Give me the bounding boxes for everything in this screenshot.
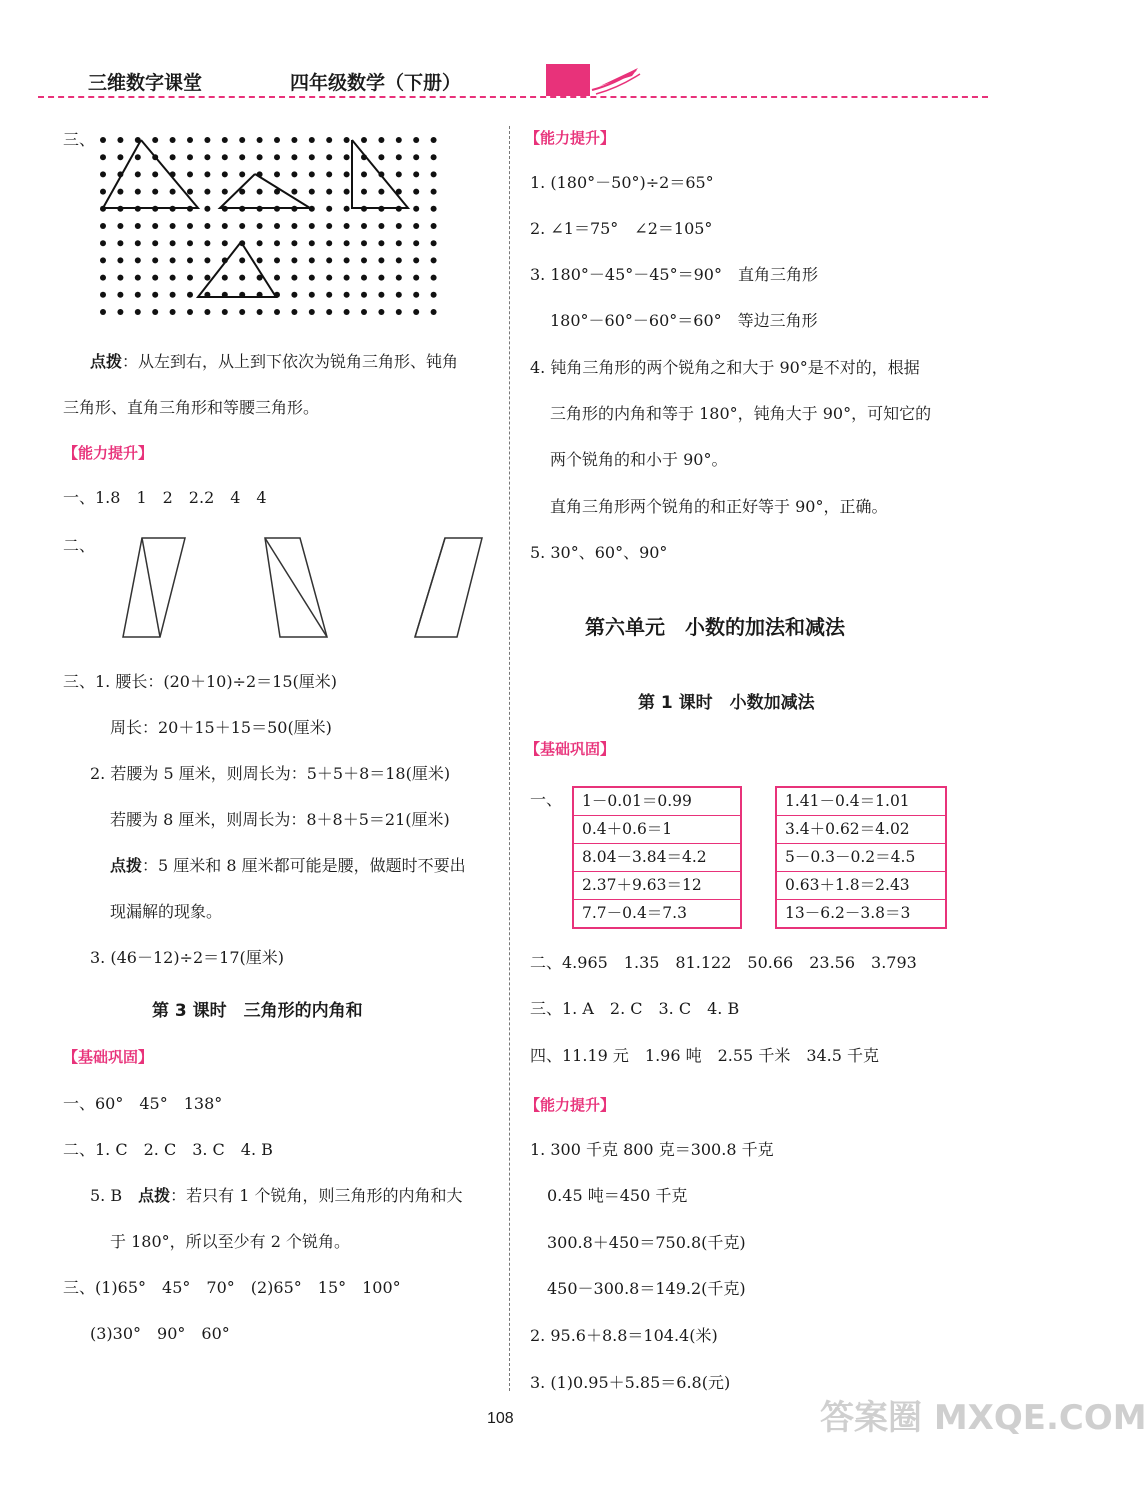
grid-dot: [100, 240, 106, 246]
answer-line: 450－300.8＝149.2(千克): [547, 1279, 746, 1298]
grid-dot: [361, 240, 367, 246]
answer-line: 若腰为 8 厘米，则周长为：8＋8＋5＝21(厘米): [110, 810, 450, 829]
answer-line: 三角形的内角和等于 180°，钝角大于 90°，可知它的: [550, 404, 932, 423]
grid-dot: [413, 137, 419, 143]
grid-dot: [291, 137, 297, 143]
grid-dot: [257, 223, 263, 229]
grid-dot: [222, 137, 228, 143]
grid-dot: [291, 292, 297, 298]
grid-dot: [309, 189, 315, 195]
grid-dot: [291, 257, 297, 263]
grid-dot: [274, 309, 280, 315]
grid-dot: [361, 275, 367, 281]
tip-cont: 现漏解的现象。: [110, 902, 223, 921]
grid-dot: [344, 137, 350, 143]
table-cell: 5－0.3－0.2＝4.5: [777, 843, 945, 871]
grid-dot: [396, 171, 402, 177]
grid-dot: [135, 309, 141, 315]
grid-dot: [100, 171, 106, 177]
grid-dot: [222, 171, 228, 177]
grid-dot: [170, 275, 176, 281]
grid-dot: [413, 309, 419, 315]
grid-dot: [291, 189, 297, 195]
table-cell: 1.41－0.4＝1.01: [785, 792, 910, 810]
grid-dot: [170, 309, 176, 315]
grid-dot: [222, 309, 228, 315]
answer-line: 3. (46－12)÷2＝17(厘米): [90, 948, 284, 967]
tip-cont: 于 180°，所以至少有 2 个锐角。: [110, 1232, 350, 1251]
grid-dot: [239, 275, 245, 281]
grid-dot: [239, 137, 245, 143]
answer-line: 1. 300 千克 800 克＝300.8 千克: [530, 1140, 774, 1159]
answer-line: 180°－60°－60°＝60° 等边三角形: [550, 311, 818, 330]
grid-dot: [326, 223, 332, 229]
tip-label: 点拨: [110, 856, 143, 875]
grid-dot: [291, 223, 297, 229]
grid-dot: [135, 154, 141, 160]
grid-dot: [204, 171, 210, 177]
grid-dot: [431, 240, 437, 246]
answer-line: 三、1. A 2. C 3. C 4. B: [530, 999, 740, 1018]
section-label: 一、: [530, 790, 563, 809]
answer-line: 直角三角形两个锐角的和正好等于 90°，正确。: [550, 497, 888, 516]
grid-dot: [396, 309, 402, 315]
table-cell: 8.04－3.84＝4.2: [574, 843, 740, 871]
grid-dot: [239, 257, 245, 263]
grid-dot: [257, 257, 263, 263]
equation-table-left: [572, 786, 742, 929]
grid-dot: [378, 189, 384, 195]
grid-dot: [187, 223, 193, 229]
grid-dot: [326, 137, 332, 143]
grid-dot: [135, 189, 141, 195]
grid-dot: [152, 257, 158, 263]
grid-dot: [257, 309, 263, 315]
grid-dot: [100, 292, 106, 298]
grid-dot: [344, 206, 350, 212]
grid-dot: [257, 189, 263, 195]
grid-dot: [431, 189, 437, 195]
grid-dot: [100, 189, 106, 195]
tip-text: ：从左到右，从上到下依次为锐角三角形、钝角: [122, 352, 459, 371]
grid-dot: [187, 309, 193, 315]
answer-line: 三、1. 腰长：(20＋10)÷2＝15(厘米): [63, 672, 337, 691]
grid-dot: [170, 154, 176, 160]
table-cell: 1－0.01＝0.99: [582, 792, 692, 810]
grid-dot: [309, 292, 315, 298]
grid-dot: [378, 240, 384, 246]
grid-dot: [378, 292, 384, 298]
grid-dot: [413, 240, 419, 246]
answer-line: 1. (180°－50°)÷2＝65°: [530, 173, 714, 192]
grid-dot: [413, 257, 419, 263]
grid-dot: [344, 154, 350, 160]
grid-dot: [117, 257, 123, 263]
grid-dot: [170, 292, 176, 298]
grid-dot: [326, 171, 332, 177]
grid-dot: [326, 154, 332, 160]
answer-line: 2. 95.6＋8.8＝104.4(米): [530, 1326, 718, 1345]
grid-dot: [239, 171, 245, 177]
grid-dot: [274, 171, 280, 177]
tag-ability: 【能力提升】: [525, 129, 616, 147]
grid-dot: [396, 257, 402, 263]
grid-dot: [361, 257, 367, 263]
grid-dot: [100, 275, 106, 281]
grid-dot: [135, 275, 141, 281]
grid-dot: [117, 309, 123, 315]
section-label: 三、: [63, 130, 96, 149]
grid-dot: [326, 240, 332, 246]
grid-dot: [344, 171, 350, 177]
grid-dot: [378, 275, 384, 281]
grid-dot: [222, 223, 228, 229]
table-cell: 0.63＋1.8＝2.43: [777, 871, 945, 899]
grid-dot: [309, 257, 315, 263]
answer-line: 二、4.965 1.35 81.122 50.66 23.56 3.793: [530, 953, 917, 972]
answer-line: 5. 30°、60°、90°: [530, 543, 668, 562]
grid-dot: [117, 292, 123, 298]
grid-dot: [274, 137, 280, 143]
grid-dot: [274, 223, 280, 229]
grid-dot: [291, 154, 297, 160]
grid-dot: [431, 223, 437, 229]
grid-dot: [222, 189, 228, 195]
answer-line: 4. 钝角三角形的两个锐角之和大于 90°是不对的，根据: [530, 358, 920, 377]
answer-line: 2. ∠1＝75° ∠2＝105°: [530, 219, 713, 238]
equation-table-right: [775, 786, 947, 929]
grid-dot: [187, 189, 193, 195]
tip-line: [110, 856, 466, 876]
tag-basic: 【基础巩固】: [525, 740, 616, 758]
grid-dot: [378, 137, 384, 143]
header-book-title: 三维数字课堂: [88, 72, 203, 94]
parallelogram-figures: [120, 535, 490, 640]
grid-dot: [117, 240, 123, 246]
grid-dot: [309, 154, 315, 160]
grid-dot: [431, 137, 437, 143]
grid-dot: [344, 240, 350, 246]
grid-dot: [204, 206, 210, 212]
answer-line: 0.45 吨＝450 千克: [547, 1186, 688, 1205]
grid-dot: [361, 292, 367, 298]
grid-dot: [152, 223, 158, 229]
answer-line: 三、(1)65° 45° 70° (2)65° 15° 100°: [63, 1278, 401, 1297]
grid-dot: [291, 309, 297, 315]
grid-dot: [222, 275, 228, 281]
grid-dot: [326, 257, 332, 263]
grid-dot: [204, 189, 210, 195]
grid-dot: [413, 206, 419, 212]
answer-line: 二、1. C 2. C 3. C 4. B: [63, 1140, 273, 1159]
grid-dot: [187, 171, 193, 177]
grid-dot: [152, 137, 158, 143]
answer-line: 3. (1)0.95＋5.85＝6.8(元): [530, 1373, 731, 1392]
grid-dot: [326, 206, 332, 212]
unit-title: 第六单元 小数的加法和减法: [585, 615, 845, 639]
tip-text: ：若只有 1 个锐角，则三角形的内角和大: [170, 1186, 463, 1205]
section-label: 二、: [63, 536, 96, 555]
grid-dot: [239, 309, 245, 315]
grid-dot: [344, 292, 350, 298]
grid-dot: [274, 154, 280, 160]
grid-dot: [152, 171, 158, 177]
grid-dot: [291, 240, 297, 246]
grid-dot: [309, 240, 315, 246]
grid-dot: [187, 240, 193, 246]
grid-dot: [413, 292, 419, 298]
grid-dot: [361, 189, 367, 195]
grid-dot: [291, 171, 297, 177]
grid-dot: [361, 309, 367, 315]
tip-label: 点拨: [90, 352, 123, 371]
answer-text: 5. B: [90, 1186, 123, 1205]
grid-dot: [274, 275, 280, 281]
grid-dot: [239, 154, 245, 160]
grid-dot: [326, 292, 332, 298]
tip-label: 点拨: [138, 1186, 171, 1205]
grid-dot: [117, 137, 123, 143]
grid-dot: [361, 223, 367, 229]
grid-dot: [326, 275, 332, 281]
grid-dot: [100, 137, 106, 143]
grid-dot: [100, 223, 106, 229]
grid-dot: [431, 257, 437, 263]
grid-dot: [204, 223, 210, 229]
grid-dot: [204, 257, 210, 263]
grid-dot: [135, 171, 141, 177]
answer-line: 2. 若腰为 5 厘米，则周长为：5＋5＋8＝18(厘米): [90, 764, 451, 783]
grid-dot: [117, 275, 123, 281]
tip-text: ：5 厘米和 8 厘米都可能是腰，做题时不要出: [142, 856, 466, 875]
rocket-icon: [540, 60, 650, 100]
grid-dot: [152, 275, 158, 281]
grid-dot: [117, 223, 123, 229]
grid-dot: [396, 223, 402, 229]
grid-dot: [361, 171, 367, 177]
grid-dot: [396, 240, 402, 246]
grid-dot: [187, 154, 193, 160]
grid-dot: [135, 292, 141, 298]
grid-dot: [187, 257, 193, 263]
grid-dot: [431, 309, 437, 315]
grid-dot: [431, 206, 437, 212]
answer-line: 四、11.19 元 1.96 吨 2.55 千米 34.5 千克: [530, 1046, 880, 1065]
grid-dot: [152, 189, 158, 195]
table-cell: 7.7－0.4＝7.3: [574, 899, 740, 927]
grid-dot: [378, 309, 384, 315]
grid-dot: [431, 275, 437, 281]
grid-dot: [204, 309, 210, 315]
table-cell: 3.4＋0.62＝4.02: [777, 815, 945, 843]
grid-dot: [135, 240, 141, 246]
dot-grid-figure: [100, 137, 440, 322]
grid-dot: [117, 189, 123, 195]
grid-dot: [344, 309, 350, 315]
grid-dot: [378, 257, 384, 263]
grid-dot: [135, 223, 141, 229]
grid-dot: [187, 137, 193, 143]
grid-dot: [100, 154, 106, 160]
grid-dot: [344, 189, 350, 195]
answer-line: 一、1.8 1 2 2.2 4 4: [63, 488, 267, 507]
answer-line: 300.8＋450＝750.8(千克): [547, 1233, 746, 1252]
grid-dot: [431, 292, 437, 298]
header-subject: 四年级数学（下册）: [290, 72, 462, 94]
grid-dot: [309, 223, 315, 229]
watermark-logo: 答案圈 MXQE.COM: [820, 1398, 1147, 1438]
grid-dot: [170, 257, 176, 263]
grid-dot: [309, 275, 315, 281]
grid-dot: [135, 257, 141, 263]
grid-dot: [117, 154, 123, 160]
grid-dot: [431, 171, 437, 177]
grid-dot: [413, 154, 419, 160]
grid-dot: [152, 292, 158, 298]
grid-dot: [239, 223, 245, 229]
grid-dot: [274, 257, 280, 263]
grid-dot: [309, 137, 315, 143]
grid-dot: [222, 154, 228, 160]
grid-dot: [257, 137, 263, 143]
grid-dot: [396, 275, 402, 281]
grid-dot: [152, 240, 158, 246]
tip-cont: 三角形、直角三角形和等腰三角形。: [63, 398, 320, 417]
grid-dot: [170, 189, 176, 195]
grid-dot: [100, 257, 106, 263]
grid-dot: [361, 137, 367, 143]
grid-dot: [257, 240, 263, 246]
grid-dot: [204, 154, 210, 160]
grid-dot: [396, 154, 402, 160]
lesson-title: 第 1 课时 小数加减法: [638, 693, 815, 713]
answer-line: 周长：20＋15＋15＝50(厘米): [110, 718, 332, 737]
grid-dot: [274, 240, 280, 246]
grid-dot: [344, 275, 350, 281]
answer-line: (3)30° 90° 60°: [90, 1324, 230, 1343]
grid-dot: [222, 240, 228, 246]
grid-dot: [431, 154, 437, 160]
grid-dot: [170, 240, 176, 246]
grid-dot: [396, 292, 402, 298]
tip-line: [90, 352, 458, 372]
grid-dot: [187, 292, 193, 298]
grid-dot: [378, 223, 384, 229]
grid-dot: [396, 137, 402, 143]
grid-dot: [326, 189, 332, 195]
tag-basic: 【基础巩固】: [63, 1048, 154, 1066]
answer-line: 两个锐角的和小于 90°。: [550, 450, 728, 469]
grid-dot: [187, 275, 193, 281]
grid-dot: [413, 171, 419, 177]
grid-dot: [413, 189, 419, 195]
column-divider: [509, 126, 510, 1391]
grid-dot: [309, 309, 315, 315]
table-cell: 13－6.2－3.8＝3: [777, 899, 945, 927]
tag-ability: 【能力提升】: [525, 1096, 616, 1114]
grid-dot: [204, 275, 210, 281]
grid-dot: [170, 137, 176, 143]
grid-dot: [378, 154, 384, 160]
lesson-title: 第 3 课时 三角形的内角和: [152, 1001, 363, 1021]
page-number: 108: [487, 1410, 514, 1427]
grid-dot: [204, 240, 210, 246]
grid-dot: [326, 309, 332, 315]
header-divider: [38, 96, 988, 98]
grid-dot: [344, 257, 350, 263]
grid-dot: [204, 137, 210, 143]
table-cell: 0.4＋0.6＝1: [574, 815, 740, 843]
grid-dot: [170, 223, 176, 229]
grid-dot: [152, 309, 158, 315]
grid-dot: [413, 223, 419, 229]
answer-line: 一、60° 45° 138°: [63, 1094, 223, 1113]
grid-dot: [344, 223, 350, 229]
tag-ability: 【能力提升】: [63, 444, 154, 462]
grid-dot: [257, 154, 263, 160]
grid-dot: [291, 275, 297, 281]
grid-dot: [100, 309, 106, 315]
answer-line: 3. 180°－45°－45°＝90° 直角三角形: [530, 265, 818, 284]
grid-dot: [309, 171, 315, 177]
table-cell: 2.37＋9.63＝12: [574, 871, 740, 899]
tip-line: [90, 1186, 463, 1206]
grid-dot: [413, 275, 419, 281]
